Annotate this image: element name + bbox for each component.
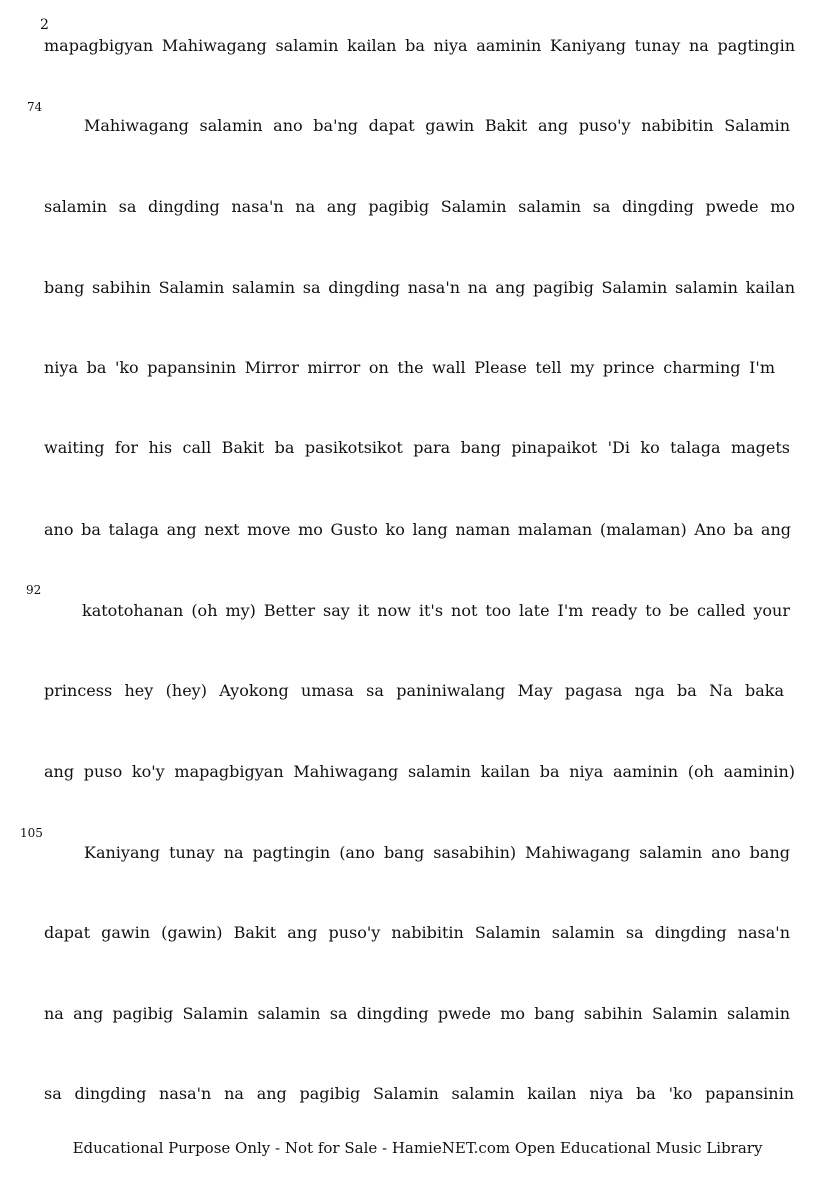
measure-number-105: 105	[20, 826, 43, 840]
lyric-line-7: ano ba talaga ang next move mo Gusto ko lang naman malaman (malaman) Ano ba ang	[44, 520, 791, 539]
lyric-line-8: katotohanan (oh my) Better say it now it's not too late I'm ready to be called your	[82, 601, 790, 620]
lyric-line-9: princess hey (hey) Ayokong umasa sa paniniwalang May pagasa nga ba Na baka	[44, 681, 784, 700]
lyric-line-1: mapagbigyan Mahiwagang salamin kailan ba niya aaminin Kaniyang tunay na pagtingin	[44, 36, 795, 55]
lyric-line-4: bang sabihin Salamin salamin sa dingding nasa'n na ang pagibig Salamin salamin kailan	[44, 278, 795, 297]
page-number: 2	[40, 17, 49, 33]
lyric-line-5: niya ba 'ko papansinin Mirror mirror on the wall Please tell my prince charming I'm	[44, 358, 775, 377]
lyric-line-6: waiting for his call Bakit ba pasikotsikot para bang pinapaikot 'Di ko talaga magets	[44, 438, 790, 457]
footer-notice: Educational Purpose Only - Not for Sale - HamieNET.com Open Educational Music Library	[72, 1139, 763, 1157]
lyric-line-10: ang puso ko'y mapagbigyan Mahiwagang salamin kailan ba niya aaminin (oh aaminin)	[44, 762, 795, 781]
measure-number-92: 92	[26, 583, 42, 597]
measure-number-74: 74	[27, 100, 43, 114]
lyric-line-12: dapat gawin (gawin) Bakit ang puso'y nabibitin Salamin salamin sa dingding nasa'n	[44, 923, 790, 942]
lyric-line-14: sa dingding nasa'n na ang pagibig Salamin salamin kailan niya ba 'ko papansinin	[44, 1084, 794, 1103]
lyric-line-3: salamin sa dingding nasa'n na ang pagibig Salamin salamin sa dingding pwede mo	[44, 197, 795, 216]
lyric-line-11: Kaniyang tunay na pagtingin (ano bang sasabihin) Mahiwagang salamin ano bang	[84, 843, 790, 862]
lyric-line-13: na ang pagibig Salamin salamin sa dingding pwede mo bang sabihin Salamin salamin	[44, 1004, 790, 1023]
lyric-line-2: Mahiwagang salamin ano ba'ng dapat gawin Bakit ang puso'y nabibitin Salamin	[84, 116, 790, 135]
